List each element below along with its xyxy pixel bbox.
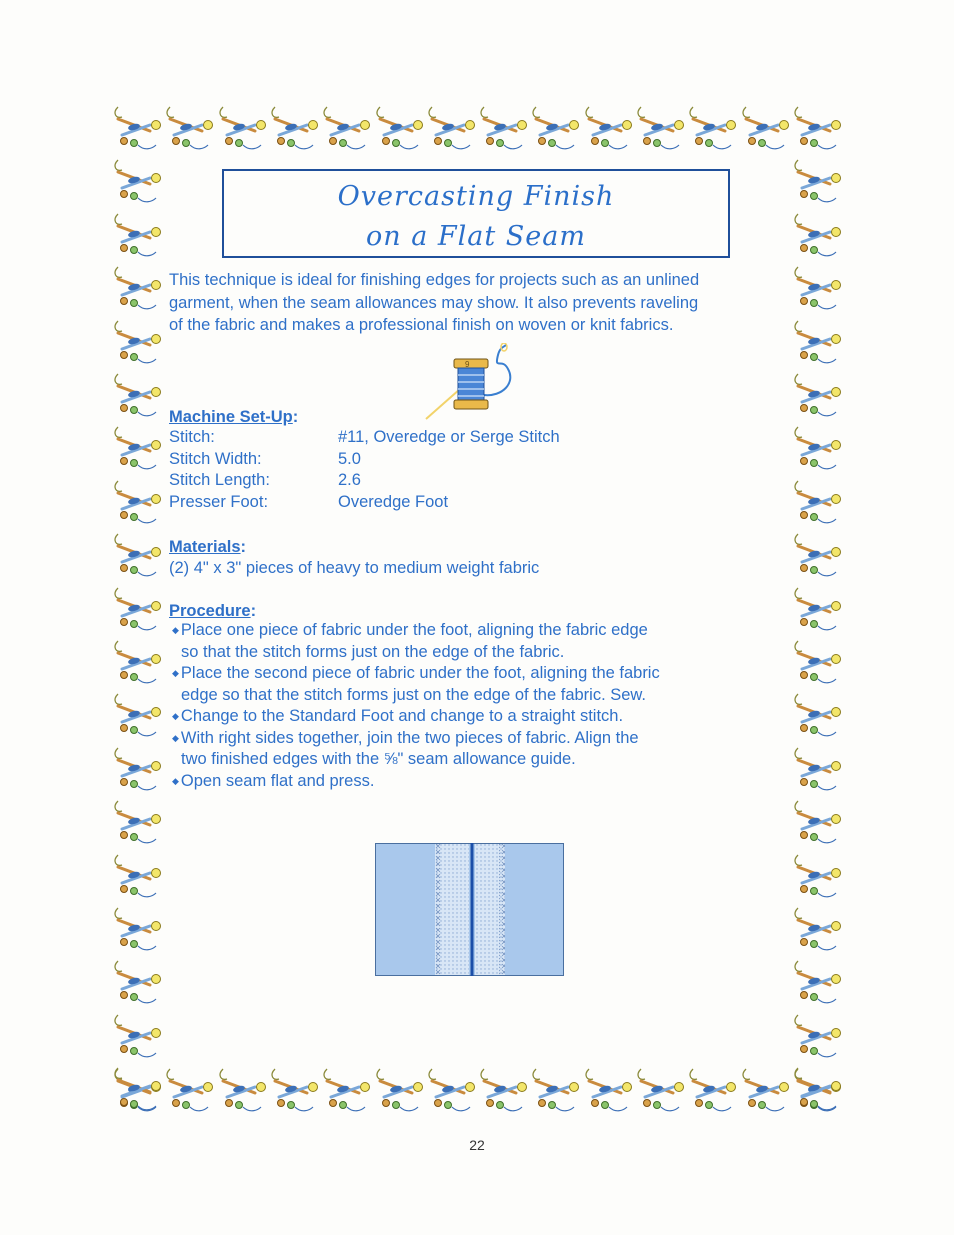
scissors-and-thread-icon bbox=[792, 265, 844, 315]
diamond-bullet-icon: ◆ bbox=[172, 625, 179, 635]
scissors-and-thread-icon bbox=[792, 319, 844, 369]
scissors-and-thread-icon bbox=[112, 1013, 164, 1063]
stitch-length-label: Stitch Length: bbox=[169, 471, 270, 489]
procedure-step: ◆ Open seam flat and press. bbox=[172, 772, 375, 790]
presser-foot-value: Overedge Foot bbox=[338, 493, 449, 511]
procedure-step: ◆ With right sides together, join the two pieces of fabric. Align the bbox=[172, 729, 639, 747]
scissors-and-thread-icon bbox=[530, 1067, 582, 1117]
scissors-and-thread-icon bbox=[426, 1067, 478, 1117]
scissors-and-thread-icon bbox=[269, 105, 321, 155]
scissors-and-thread-icon bbox=[112, 265, 164, 315]
intro-line: of the fabric and makes a professional finish on woven or knit fabrics. bbox=[169, 316, 674, 334]
scissors-and-thread-icon bbox=[112, 158, 164, 208]
page-title-line1: Overcasting Finish bbox=[337, 181, 615, 212]
scissors-and-thread-icon bbox=[112, 425, 164, 475]
scissors-and-thread-icon bbox=[112, 959, 164, 1009]
presser-foot-label: Presser Foot: bbox=[169, 493, 269, 511]
scissors-and-thread-icon bbox=[112, 479, 164, 529]
procedure-heading: Procedure: bbox=[169, 602, 257, 620]
diamond-bullet-icon: ◆ bbox=[172, 776, 179, 786]
intro-paragraph bbox=[169, 269, 699, 337]
stitch-width-value: 5.0 bbox=[338, 450, 361, 468]
thread-spool-icon bbox=[424, 343, 516, 423]
scissors-and-thread-icon bbox=[687, 105, 739, 155]
scissors-and-thread-icon bbox=[792, 639, 844, 689]
scissors-and-thread-icon bbox=[740, 105, 792, 155]
scissors-and-thread-icon bbox=[792, 105, 844, 155]
procedure-step: ◆ Change to the Standard Foot and change to a straight stitch. bbox=[172, 707, 624, 725]
procedure-step-continued: so that the stitch forms just on the edge of the fabric. bbox=[181, 643, 565, 661]
scissors-and-thread-icon bbox=[792, 158, 844, 208]
svg-text:9: 9 bbox=[465, 360, 470, 369]
scissors-and-thread-icon bbox=[374, 105, 426, 155]
intro-line: garment, when the seam allowances may show. It also prevents raveling bbox=[169, 293, 699, 312]
scissors-and-thread-icon bbox=[740, 1067, 792, 1117]
scissors-and-thread-icon bbox=[583, 1067, 635, 1117]
scissors-and-thread-icon bbox=[164, 105, 216, 155]
scissors-and-thread-icon bbox=[269, 1067, 321, 1117]
machine-setup-heading: Machine Set-Up: bbox=[169, 408, 299, 426]
scissors-and-thread-icon bbox=[112, 1066, 164, 1116]
scissors-and-thread-icon bbox=[792, 959, 844, 1009]
scissors-and-thread-icon bbox=[792, 372, 844, 422]
scissors-and-thread-icon bbox=[530, 105, 582, 155]
scissors-and-thread-icon bbox=[374, 1067, 426, 1117]
scissors-and-thread-icon bbox=[792, 425, 844, 475]
procedure-step-continued: edge so that the stitch forms just on the edge of the fabric. Sew. bbox=[181, 686, 647, 704]
stitch-value: #11, Overedge or Serge Stitch bbox=[338, 428, 560, 446]
procedure-step-continued: two finished edges with the ⅝" seam allowance guide. bbox=[181, 750, 576, 768]
scissors-and-thread-icon bbox=[792, 746, 844, 796]
diamond-bullet-icon: ◆ bbox=[172, 711, 179, 721]
scissors-and-thread-icon bbox=[112, 319, 164, 369]
scissors-and-thread-icon bbox=[112, 639, 164, 689]
procedure-step: ◆ Place the second piece of fabric under the foot, aligning the fabric bbox=[172, 664, 660, 682]
scissors-and-thread-icon bbox=[112, 906, 164, 956]
scissors-and-thread-icon bbox=[112, 799, 164, 849]
page-number: 22 bbox=[469, 1137, 485, 1153]
scissors-and-thread-icon bbox=[792, 212, 844, 262]
scissors-and-thread-icon bbox=[792, 479, 844, 529]
scissors-and-thread-icon bbox=[792, 1066, 844, 1116]
scissors-and-thread-icon bbox=[635, 105, 687, 155]
scissors-and-thread-icon bbox=[792, 692, 844, 742]
scissors-and-thread-icon bbox=[112, 853, 164, 903]
scissors-and-thread-icon bbox=[792, 906, 844, 956]
page-title-line2: on a Flat Seam bbox=[366, 221, 586, 252]
scissors-and-thread-icon bbox=[112, 586, 164, 636]
scissors-and-thread-icon bbox=[112, 692, 164, 742]
scissors-and-thread-icon bbox=[478, 105, 530, 155]
scissors-and-thread-icon bbox=[426, 105, 478, 155]
scissors-and-thread-icon bbox=[635, 1067, 687, 1117]
scissors-and-thread-icon bbox=[112, 746, 164, 796]
scissors-and-thread-icon bbox=[792, 532, 844, 582]
stitch-label: Stitch: bbox=[169, 428, 215, 446]
scissors-and-thread-icon bbox=[792, 799, 844, 849]
materials-text: (2) 4" x 3" pieces of heavy to medium weight fabric bbox=[169, 559, 540, 577]
stitch-length-value: 2.6 bbox=[338, 471, 361, 489]
scissors-and-thread-icon bbox=[321, 1067, 373, 1117]
diamond-bullet-icon: ◆ bbox=[172, 668, 179, 678]
scissors-and-thread-icon bbox=[792, 853, 844, 903]
scissors-and-thread-icon bbox=[687, 1067, 739, 1117]
scissors-and-thread-icon bbox=[217, 105, 269, 155]
title-box bbox=[222, 169, 730, 258]
scissors-and-thread-icon bbox=[478, 1067, 530, 1117]
flat-seam-diagram bbox=[375, 843, 564, 976]
scissors-and-thread-icon bbox=[112, 532, 164, 582]
scissors-and-thread-icon bbox=[792, 586, 844, 636]
intro-line: This technique is ideal for finishing edges for projects such as an unlined bbox=[169, 271, 700, 289]
materials-heading: Materials: bbox=[169, 538, 247, 556]
scissors-and-thread-icon bbox=[112, 212, 164, 262]
diamond-bullet-icon: ◆ bbox=[172, 733, 179, 743]
scissors-and-thread-icon bbox=[217, 1067, 269, 1117]
scissors-and-thread-icon bbox=[164, 1067, 216, 1117]
scissors-and-thread-icon bbox=[792, 1013, 844, 1063]
scissors-and-thread-icon bbox=[112, 105, 164, 155]
procedure-step: ◆ Place one piece of fabric under the foot, aligning the fabric edge bbox=[172, 621, 648, 639]
scissors-and-thread-icon bbox=[112, 372, 164, 422]
scissors-and-thread-icon bbox=[583, 105, 635, 155]
scissors-and-thread-icon bbox=[321, 105, 373, 155]
stitch-width-label: Stitch Width: bbox=[169, 450, 262, 468]
